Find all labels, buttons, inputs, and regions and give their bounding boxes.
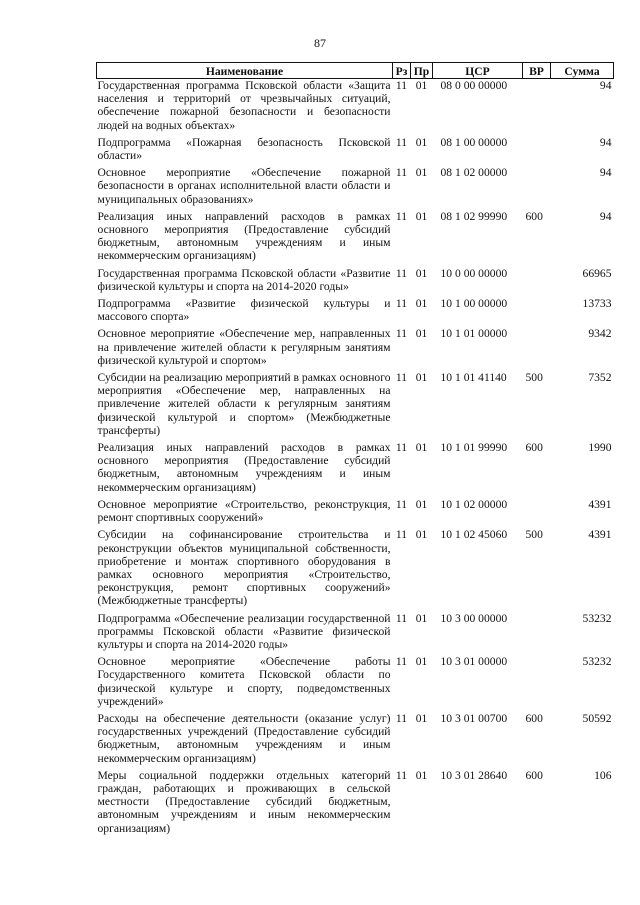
cell-vr: 600 bbox=[525, 768, 543, 782]
cell-rz: 11 bbox=[395, 655, 408, 669]
table-header-row bbox=[97, 63, 614, 79]
header-vr: ВР bbox=[523, 63, 551, 79]
table-row bbox=[97, 498, 614, 528]
cell-csr: 10 1 00 00000 bbox=[440, 297, 508, 311]
cell-pr: 01 bbox=[415, 266, 428, 280]
cell-vr: 500 bbox=[525, 371, 543, 385]
cell-sum: 94 bbox=[599, 209, 612, 223]
cell-csr: 10 1 01 00000 bbox=[440, 327, 508, 341]
cell-vr bbox=[523, 327, 551, 371]
cell-name: Субсидии на реализацию мероприятий в рамках основного мероприятия «Обеспечение мер, направленных на привлечение жителей области к регулярным занятиям физической культурой и спортом» (Межбюджетные трансферты) bbox=[97, 371, 391, 437]
header-name: Наименование bbox=[97, 63, 393, 79]
cell-sum: 1990 bbox=[588, 441, 612, 455]
cell-vr bbox=[523, 166, 551, 210]
table-row bbox=[97, 267, 614, 297]
cell-name: Основное мероприятие «Строительство, реконструкция, ремонт спортивных сооружений» bbox=[97, 497, 391, 525]
table-row bbox=[97, 210, 614, 267]
cell-csr: 08 1 02 99990 bbox=[440, 209, 508, 223]
cell-pr: 01 bbox=[415, 611, 428, 625]
cell-name: Основное мероприятие «Обеспечение пожарной безопасности в органах исполнительной власти области и муниципальных образованиях» bbox=[97, 166, 391, 206]
cell-pr: 01 bbox=[415, 441, 428, 455]
cell-sum: 94 bbox=[599, 166, 612, 180]
cell-name: Субсидии на софинансирование строительства и реконструкции объектов муниципальной собственности, приобретение и монтаж спортивного оборудования в рамках основного мероприятия «Строительство, реконструкция, ремонт спортивных сооружений» (Межбюджетные трансферты) bbox=[97, 528, 391, 608]
cell-rz: 11 bbox=[395, 497, 408, 511]
cell-rz: 11 bbox=[395, 528, 408, 542]
cell-vr bbox=[523, 498, 551, 528]
cell-name: Подпрограмма «Развитие физической культуры и массового спорта» bbox=[97, 297, 391, 324]
cell-name: Меры социальной поддержки отдельных категорий граждан, работающих и проживающих в сельской местности (Предоставление субсидий бюджетным, автономным учреждениям и иным некоммерческим организациям) bbox=[97, 768, 391, 835]
cell-name: Реализация иных направлений расходов в рамках основного мероприятия (Предоставление субсидий бюджетным, автономным учреждениям и иным некоммерческим организациям) bbox=[97, 209, 391, 263]
cell-rz: 11 bbox=[395, 371, 408, 385]
cell-csr: 10 0 00 00000 bbox=[440, 266, 508, 280]
cell-sum: 106 bbox=[594, 768, 612, 782]
table-row bbox=[97, 371, 614, 441]
cell-pr: 01 bbox=[415, 711, 428, 725]
cell-pr: 01 bbox=[415, 297, 428, 311]
cell-vr bbox=[523, 612, 551, 656]
cell-sum: 4391 bbox=[588, 528, 612, 542]
cell-pr: 01 bbox=[415, 768, 428, 782]
cell-pr: 01 bbox=[415, 327, 428, 341]
budget-table bbox=[96, 62, 614, 839]
cell-pr: 01 bbox=[415, 655, 428, 669]
table-row bbox=[97, 441, 614, 498]
cell-vr bbox=[523, 655, 551, 712]
cell-vr: 500 bbox=[525, 528, 543, 542]
cell-csr: 10 1 02 00000 bbox=[440, 497, 508, 511]
cell-rz: 11 bbox=[395, 768, 408, 782]
page-number: 87 bbox=[314, 36, 326, 50]
cell-sum: 94 bbox=[599, 135, 612, 149]
cell-pr: 01 bbox=[415, 497, 428, 511]
cell-pr: 01 bbox=[415, 166, 428, 180]
cell-sum: 9342 bbox=[588, 327, 612, 341]
table-row bbox=[97, 655, 614, 712]
cell-sum: 94 bbox=[599, 79, 612, 92]
table-row bbox=[97, 712, 614, 769]
cell-vr bbox=[523, 297, 551, 327]
cell-pr: 01 bbox=[415, 135, 428, 149]
cell-csr: 10 3 00 00000 bbox=[440, 611, 508, 625]
cell-rz: 11 bbox=[395, 135, 408, 149]
cell-rz: 11 bbox=[395, 711, 408, 725]
cell-csr: 10 1 01 41140 bbox=[440, 371, 507, 385]
cell-rz: 11 bbox=[395, 79, 408, 92]
cell-rz: 11 bbox=[395, 166, 408, 180]
header-rz: Рз bbox=[393, 63, 411, 79]
header-pr: Пр bbox=[411, 63, 433, 79]
cell-rz: 11 bbox=[395, 209, 408, 223]
table-row bbox=[97, 166, 614, 210]
table-row bbox=[97, 612, 614, 656]
cell-pr: 01 bbox=[415, 371, 428, 385]
cell-vr bbox=[523, 79, 551, 136]
table-row bbox=[97, 136, 614, 166]
cell-pr: 01 bbox=[415, 79, 428, 92]
cell-vr bbox=[523, 267, 551, 297]
cell-csr: 10 3 01 00000 bbox=[440, 655, 508, 669]
cell-sum: 7352 bbox=[588, 371, 612, 385]
table-row bbox=[97, 528, 614, 611]
cell-vr: 600 bbox=[525, 209, 543, 223]
cell-sum: 66965 bbox=[582, 266, 612, 280]
cell-name: Реализация иных направлений расходов в рамках основного мероприятия (Предоставление субсидий бюджетным, автономным учреждениям и иным некоммерческим организациям) bbox=[97, 441, 391, 494]
table-row bbox=[97, 327, 614, 371]
cell-name: Расходы на обеспечение деятельности (оказание услуг) государственных учреждений (Предоставление субсидий бюджетным, автономным учреждениям и иным некоммерческим организациям) bbox=[97, 711, 391, 765]
cell-pr: 01 bbox=[415, 209, 428, 223]
cell-name: Основное мероприятие «Обеспечение работы Государственного комитета Псковской области по физической культуре и спорту, подведомственных учреждений» bbox=[97, 655, 391, 708]
cell-rz: 11 bbox=[395, 266, 408, 280]
cell-sum: 53232 bbox=[582, 655, 612, 669]
cell-rz: 11 bbox=[395, 611, 408, 625]
cell-vr: 600 bbox=[525, 711, 543, 725]
cell-csr: 08 1 02 00000 bbox=[440, 166, 508, 180]
cell-name: Подпрограмма «Пожарная безопасность Псковской области» bbox=[97, 135, 391, 163]
cell-name: Государственная программа Псковской области «Развитие физической культуры и спорта на 2014-2020 годы» bbox=[97, 266, 391, 293]
cell-csr: 10 1 01 99990 bbox=[440, 441, 508, 455]
cell-name: Государственная программа Псковской области «Защита населения и территорий от чрезвычайных ситуаций, обеспечение пожарной безопасности и безопасности людей на водных объектах» bbox=[97, 79, 391, 132]
cell-csr: 08 0 00 00000 bbox=[440, 79, 508, 92]
cell-csr: 10 3 01 00700 bbox=[440, 711, 508, 725]
cell-rz: 11 bbox=[395, 327, 408, 341]
cell-rz: 11 bbox=[395, 441, 408, 455]
cell-name: Подпрограмма «Обеспечение реализации государственной программы Псковской области «Развитие физической культуры и спорта на 2014-2020 годы» bbox=[97, 611, 391, 651]
cell-sum: 53232 bbox=[582, 611, 612, 625]
table-row bbox=[97, 79, 614, 136]
cell-sum: 4391 bbox=[588, 497, 612, 511]
table-body bbox=[97, 79, 614, 839]
cell-csr: 08 1 00 00000 bbox=[440, 135, 508, 149]
cell-vr: 600 bbox=[525, 441, 543, 455]
cell-pr: 01 bbox=[415, 528, 428, 542]
table-row bbox=[97, 297, 614, 327]
cell-sum: 13733 bbox=[582, 297, 612, 311]
table-row bbox=[97, 769, 614, 839]
cell-vr bbox=[523, 136, 551, 166]
cell-csr: 10 1 02 45060 bbox=[440, 528, 508, 542]
cell-csr: 10 3 01 28640 bbox=[440, 768, 508, 782]
header-csr: ЦСР bbox=[433, 63, 523, 79]
cell-name: Основное мероприятие «Обеспечение мер, направленных на привлечение жителей области к регулярным занятиям физической культурой и спортом» bbox=[97, 327, 391, 367]
cell-rz: 11 bbox=[395, 297, 408, 311]
cell-sum: 50592 bbox=[582, 711, 612, 725]
header-sum: Сумма bbox=[551, 63, 614, 79]
